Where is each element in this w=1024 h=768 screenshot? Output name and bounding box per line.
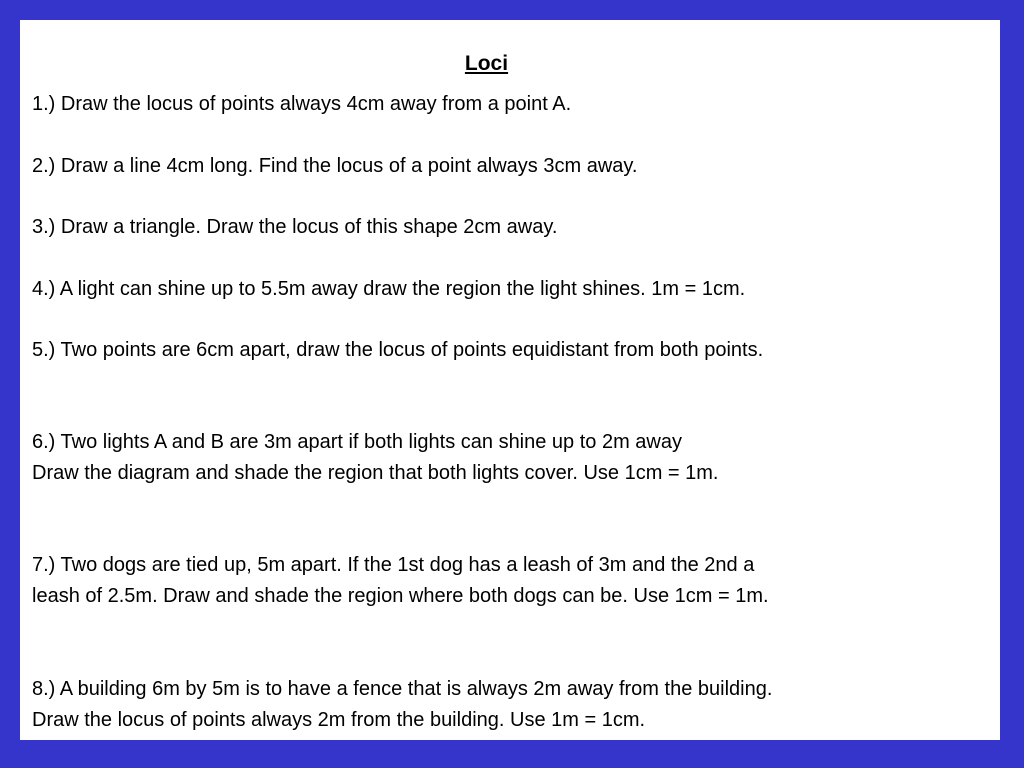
page-title: Loci <box>464 52 509 75</box>
question-7-line-2: leash of 2.5m. Draw and shade the region where both dogs can be. Use 1cm = 1m. <box>32 585 769 607</box>
question-2-line-1: 2.) Draw a line 4cm long. Find the locus of a point always 3cm away. <box>32 155 638 177</box>
question-5 <box>32 335 763 366</box>
question-8-line-2: Draw the locus of points always 2m from the building. Use 1m = 1cm. <box>32 709 646 731</box>
question-3 <box>32 212 557 243</box>
question-2 <box>32 151 637 182</box>
question-1 <box>32 89 571 120</box>
question-3-line-1: 3.) Draw a triangle. Draw the locus of this shape 2cm away. <box>32 216 558 238</box>
question-7 <box>32 550 769 612</box>
question-8-line-1: 8.) A building 6m by 5m is to have a fence that is always 2m away from the building. <box>32 678 773 700</box>
question-6-line-1: 6.) Two lights A and B are 3m apart if both lights can shine up to 2m away <box>32 431 682 453</box>
question-4 <box>32 274 745 305</box>
question-4-line-1: 4.) A light can shine up to 5.5m away draw the region the light shines. 1m = 1cm. <box>32 278 746 300</box>
question-5-line-1: 5.) Two points are 6cm apart, draw the locus of points equidistant from both points. <box>32 339 764 361</box>
question-7-line-1: 7.) Two dogs are tied up, 5m apart. If the 1st dog has a leash of 3m and the 2nd a <box>32 554 755 576</box>
question-8 <box>32 674 772 736</box>
worksheet-slide <box>20 20 1000 740</box>
question-1-line-1: 1.) Draw the locus of points always 4cm away from a point A. <box>32 93 572 115</box>
question-6-line-2: Draw the diagram and shade the region that both lights cover. Use 1cm = 1m. <box>32 462 719 484</box>
question-6 <box>32 427 718 489</box>
